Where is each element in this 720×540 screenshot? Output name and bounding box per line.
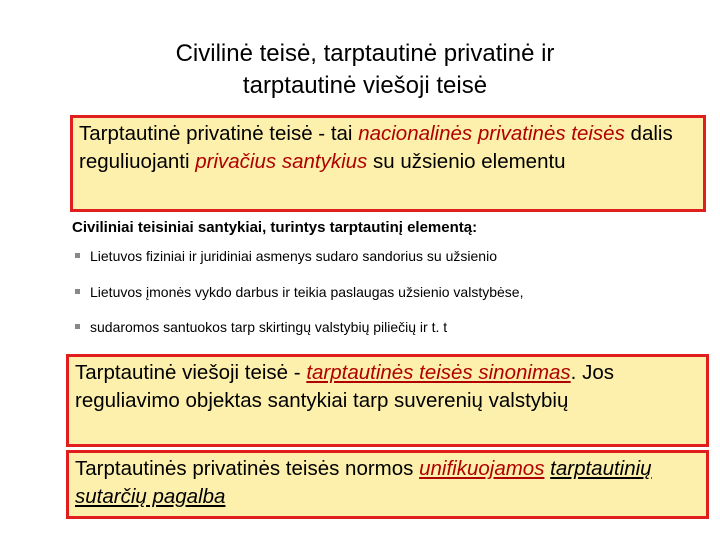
box3-text-1: Tarptautinės privatinės teisės normos [75, 457, 420, 480]
relations-heading: Civiliniai teisiniai santykiai, turintys tarptautinį elementą: [72, 219, 478, 236]
box1-text-1: Tarptautinė privatinė teisė - tai [79, 122, 359, 145]
box2-text-2: . Jos reguliavimo objektas santykiai tarp suverenių valstybių [75, 361, 614, 412]
box1-emphasis-national-private-law: nacionalinės privatinės teisės [358, 122, 625, 145]
box2-emphasis-synonym: tarptautinės teisės sinonimas [306, 361, 571, 384]
list-item: sudaromos santuokos tarp skirtingų valstybių piliečių ir t. t [72, 317, 447, 337]
slide-title [90, 38, 640, 102]
bullet-icon [75, 253, 80, 258]
box3-emphasis-unified: unifikuojamos [419, 457, 545, 480]
bullet-icon [75, 324, 80, 329]
box1-text-3: su užsienio elementu [367, 150, 566, 173]
unification-box [66, 450, 709, 519]
title-line-1: Civilinė teisė, tarptautinė privatinė ir [175, 40, 555, 67]
list-item: Lietuvos fiziniai ir juridiniai asmenys sudaro sandorius su užsienio [72, 246, 497, 266]
box3-emphasis-treaties: tarptautinių sutarčių pagalba [75, 457, 652, 508]
title-line-2: tarptautinė viešoji teisė [242, 72, 488, 99]
definition-box-private-international-law [70, 115, 706, 212]
box2-text-1: Tarptautinė viešoji teisė - [75, 361, 307, 384]
bullet-icon [75, 289, 80, 294]
list-item: Lietuvos įmonės vykdo darbus ir teikia paslaugas užsienio valstybėse, [72, 282, 523, 302]
box1-emphasis-private-relations: privačius santykius [195, 150, 368, 173]
definition-box-public-international-law [66, 354, 709, 447]
box1-text-2: dalis reguliuojanti [79, 122, 673, 173]
